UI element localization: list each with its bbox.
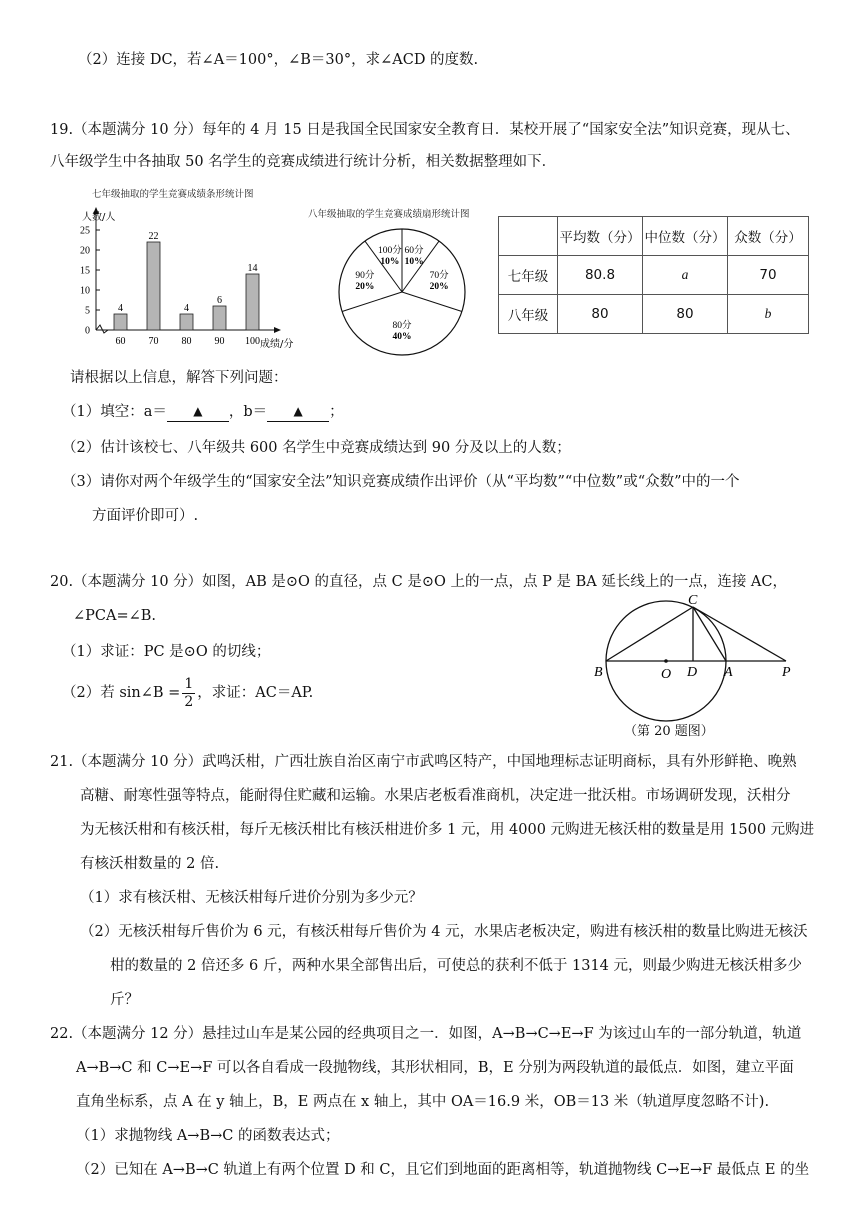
- bar-value-label: 4: [118, 303, 123, 314]
- q21-line: 为无核沃柑和有核沃柑，每斤无核沃柑比有核沃柑进价多 1 元，用 4000 元购进无核沃柑的数量是用 1500 元购进: [80, 822, 815, 838]
- q21-line: 高糖、耐寒性强等特点，能耐得住贮藏和运输。水果店老板看准商机，决定进一批沃柑。市场调研发现，沃柑分: [80, 788, 791, 804]
- circle-tangent-figure: [592, 594, 792, 724]
- q22-part1: （1）求抛物线 A→B→C 的函数表达式；: [76, 1128, 340, 1144]
- pie-slice-percent: 10%: [404, 256, 424, 267]
- q20-part2: [62, 674, 313, 712]
- table-cell: 80: [643, 295, 728, 334]
- table-cell: [499, 217, 558, 256]
- q22-line: （本题满分 12 分）悬挂过山车是某公园的经典项目之一．如图，A→B→C→E→F 为该过山车的一部分轨道，轨道: [73, 1026, 802, 1042]
- q20-line1: （本题满分 10 分）如图，AB 是⊙O 的直径，点 C 是⊙O 上的一点，点 P 是 BA 延长线上的一点，连接 AC，: [73, 574, 788, 590]
- pie-slice-percent: 20%: [355, 281, 375, 292]
- q22-part2: （2）已知在 A→B→C 轨道上有两个位置 D 和 C，且它们到地面的距离相等，轨道抛物线 C→E→F 最低点 E 的坐: [76, 1162, 810, 1178]
- table-row: [499, 295, 809, 334]
- blank-mark: ▲: [293, 404, 303, 418]
- table-cell: 八年级: [499, 295, 558, 334]
- q19-part1: [62, 402, 344, 423]
- table-cell: 80: [558, 295, 643, 334]
- fraction-one-half: [182, 676, 195, 711]
- q21-line: （本题满分 10 分）武鸣沃柑，广西壮族自治区南宁市武鸣区特产，中国地理标志证明商标，具有外形鲜艳、晚熟: [73, 754, 797, 770]
- bar: [114, 314, 127, 330]
- pie-slice-label: 100分: [378, 245, 402, 256]
- bar-value-label: 14: [247, 263, 258, 274]
- q20-number: 20.: [50, 574, 74, 590]
- center-dot: [664, 659, 668, 663]
- table-cell: a: [643, 256, 728, 295]
- q21-number: 21.: [50, 754, 74, 770]
- label-o: O: [661, 667, 672, 682]
- q19-number: 19.: [50, 122, 74, 138]
- fraction-denominator: 2: [184, 693, 194, 710]
- y-tick-label: 25: [80, 225, 90, 237]
- table-cell: 70: [728, 256, 809, 295]
- pie-chart: [328, 222, 478, 362]
- q18-part2: （2）连接 DC，若∠A＝100°，∠B＝30°，求∠ACD 的度数.: [78, 52, 479, 68]
- label-d: D: [687, 665, 698, 680]
- answer-blank-b[interactable]: [267, 401, 329, 422]
- x-tick-label: 80: [181, 336, 192, 347]
- axis-break: [96, 325, 116, 333]
- x-axis-arrow: [274, 327, 281, 333]
- y-tick-label: 20: [80, 245, 90, 257]
- line-ca: [693, 607, 726, 661]
- table-header-row: [499, 217, 809, 256]
- pie-slice-label: 80分: [392, 320, 412, 331]
- figure-caption: （第 20 题图）: [624, 724, 714, 739]
- pie-chart-title: 八年级抽取的学生竞赛成绩扇形统计图: [308, 209, 470, 220]
- q21-line: 有核沃柑数量的 2 倍.: [80, 856, 220, 872]
- fraction-numerator: 1: [184, 675, 194, 692]
- bar-value-label: 6: [217, 295, 222, 306]
- q20-line2: ∠PCA=∠B.: [73, 608, 157, 624]
- bar-chart-title: 七年级抽取的学生竞赛成绩条形统计图: [92, 189, 254, 200]
- table-cell: 80.8: [558, 256, 643, 295]
- table-header: 中位数（分）: [643, 217, 728, 256]
- pie-slice-label: 90分: [355, 270, 375, 281]
- q21-part2-line: 斤？: [110, 992, 139, 1008]
- stats-table: [498, 216, 809, 334]
- bar-value-label: 22: [148, 231, 159, 242]
- y-tick-label: 15: [80, 265, 90, 277]
- x-tick-label: 60: [115, 336, 126, 347]
- y-tick-label: 10: [80, 285, 90, 297]
- q19-line2: 八年级学生中各抽取 50 名学生的竞赛成绩进行统计分析，相关数据整理如下．: [50, 154, 557, 170]
- y-tick-label: 0: [85, 325, 90, 337]
- label-c: C: [688, 594, 698, 608]
- q19-part1-prefix: （1）填空：a＝: [62, 404, 167, 420]
- table-cell: 七年级: [499, 256, 558, 295]
- q21-part1: （1）求有核沃柑、无核沃柑每斤进价分别为多少元？: [80, 890, 423, 906]
- bar-chart: [60, 196, 300, 356]
- q22-line: A→B→C 和 C→E→F 可以各自看成一段抛物线，其形状相同，B，E 分别为两段轨道的最低点．如图，建立平面: [76, 1060, 794, 1076]
- q20-part2-suffix: ，求证：AC＝AP.: [197, 685, 314, 701]
- q19-part3-line2: 方面评价即可）.: [92, 508, 199, 524]
- q19-line1: （本题满分 10 分）每年的 4 月 15 日是我国全民国家安全教育日．某校开展了“国家安全法”知识竞赛，现从七、: [73, 122, 800, 138]
- q21-part2-line: 柑的数量的 2 倍还多 6 斤，两种水果全部售出后，可使总的获利不低于 1314 元，则最少购进无核沃柑多少: [110, 958, 803, 974]
- q20-part2-prefix: （2）若 sin∠B =: [62, 685, 181, 701]
- pie-slice-percent: 20%: [429, 281, 449, 292]
- x-tick-label: 70: [148, 336, 159, 347]
- blank-mark: ▲: [193, 404, 203, 418]
- q19-prompt: 请根据以上信息，解答下列问题：: [70, 370, 288, 386]
- pie-slice-percent: 10%: [380, 256, 400, 267]
- bar: [147, 242, 160, 330]
- label-b: B: [594, 665, 603, 680]
- q19-part1-mid: ，b＝: [228, 404, 268, 420]
- bar: [246, 274, 259, 330]
- answer-blank-a[interactable]: [167, 401, 229, 422]
- q19-part1-end: ；: [329, 404, 344, 420]
- bar: [213, 306, 226, 330]
- q19-part2: （2）估计该校七、八年级共 600 名学生中竞赛成绩达到 90 分及以上的人数；: [62, 440, 571, 456]
- x-tick-label: 90: [214, 336, 225, 347]
- q21-part2-line: （2）无核沃柑每斤售价为 6 元，有核沃柑每斤售价为 4 元，水果店老板决定，购进有核沃柑的数量比购进无核沃: [80, 924, 808, 940]
- table-header: 平均数（分）: [558, 217, 643, 256]
- pie-slice-label: 70分: [429, 270, 449, 281]
- q22-number: 22.: [50, 1026, 74, 1042]
- line-cp: [693, 607, 786, 661]
- pie-slice-label: 60分: [404, 245, 424, 256]
- pie-slice-percent: 40%: [392, 331, 412, 342]
- x-tick-label: 100: [245, 336, 260, 347]
- label-a: A: [724, 665, 733, 680]
- table-cell: b: [728, 295, 809, 334]
- table-header: 众数（分）: [728, 217, 809, 256]
- bar: [180, 314, 193, 330]
- label-p: P: [782, 665, 791, 680]
- q20-part1: （1）求证：PC 是⊙O 的切线；: [62, 644, 271, 660]
- q19-part3-line1: （3）请你对两个年级学生的“国家安全法”知识竞赛成绩作出评价（从“平均数”“中位数”或“众数”中的一个: [62, 474, 740, 490]
- line-bc: [606, 607, 693, 661]
- table-row: [499, 256, 809, 295]
- y-tick-label: 5: [85, 305, 90, 317]
- q22-line: 直角坐标系，点 A 在 y 轴上，B，E 两点在 x 轴上，其中 OA＝16.9 米，OB＝13 米（轨道厚度忽略不计).: [76, 1094, 770, 1110]
- bar-value-label: 4: [184, 303, 189, 314]
- x-axis-label: 成绩/分: [260, 339, 294, 350]
- y-axis-label: 人数/人: [82, 212, 116, 223]
